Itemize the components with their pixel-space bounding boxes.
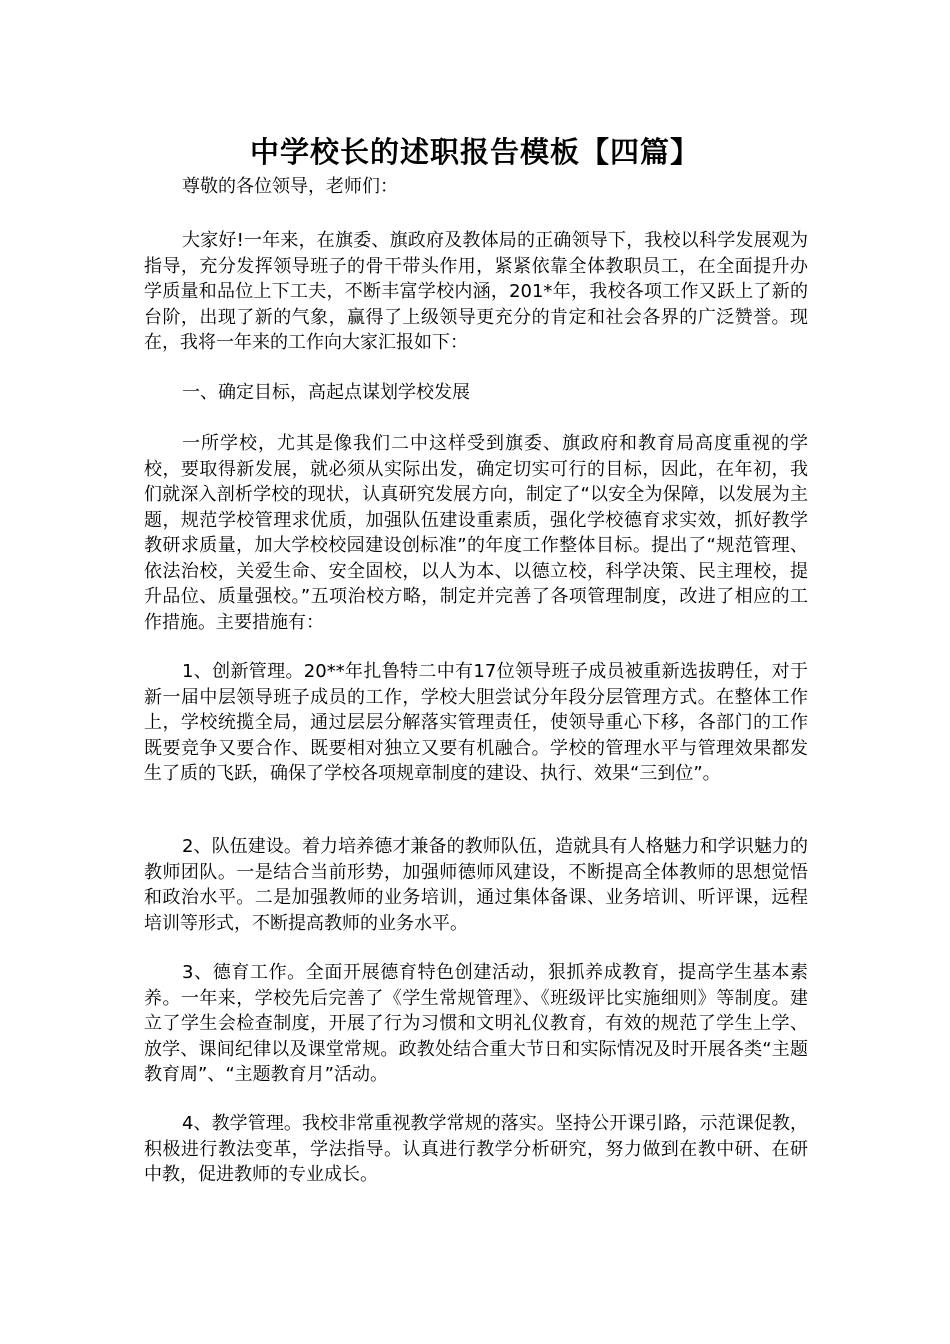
paragraph-goals: 一所学校，尤其是像我们二中这样受到旗委、旗政府和教育局高度重视的学校，要取得新发展，就必须从实际出发，确定切实可行的目标，因此，在年初，我们就深入剖析学校的现状，认真研究发展方向，制定了“以安全为保障，以发展为主题，规范学校管理求优质，加强队伍建设重素质，强化学校德育求实效，抓好教学教研求质量，加大学校校园建设创标准”的年度工作整体目标。提出了“规范管理、依法治校，关爱生命、安全固校，以人为本、以德立校，科学决策、民主理校，提升品位、质量强校。”五项治校方略，制定并完善了各项管理制度，改进了相应的工作措施。主要措施有： (144, 433, 808, 633)
document-title: 中学校长的述职报告模板【四篇】 (249, 135, 700, 169)
paragraph-team-building: 2、队伍建设。着力培养德才兼备的教师队伍，造就具有人格魅力和学识魅力的教师团队。一是结合当前形势，加强师德师风建设，不断提高全体教师的思想觉悟和政治水平。二是加强教师的业务培训，通过集体备课、业务培训、听评课，远程培训等形式，不断提高教师的业务水平。 (144, 836, 808, 934)
paragraph-moral-education: 3、德育工作。全面开展德育特色创建活动，狠抓养成教育，提高学生基本素养。一年来，学校先后完善了《学生常规管理》、《班级评比实施细则》等制度。建立了学生会检查制度，开展了行为习惯和文明礼仪教育，有效的规范了学生上学、放学、课间纪律以及课堂常规。政教处结合重大节日和实际情况及时开展各类“主题教育周”、“主题教育月”活动。 (144, 962, 808, 1085)
paragraph-management: 1、创新管理。20**年扎鲁特二中有17位领导班子成员被重新选拔聘任，对于新一届中层领导班子成员的工作，学校大胆尝试分年段分层管理方式。在整体工作上，学校统揽全局，通过层层分解落实管理责任，使领导重心下移，各部门的工作既要竞争又要合作、既要相对独立又要有机融合。学校的管理水平与管理效果都发生了质的飞跃，确保了学校各项规章制度的建设、执行、效果“三到位”。 (144, 661, 808, 784)
paragraph-teaching-management: 4、教学管理。我校非常重视教学常规的落实。坚持公开课引路，示范课促教，积极进行教法变革，学法指导。认真进行教学分析研究，努力做到在教中研、在研中教，促进教师的专业成长。 (144, 1113, 808, 1185)
paragraph-introduction: 大家好!一年来，在旗委、旗政府及教体局的正确领导下，我校以科学发展观为指导，充分发挥领导班子的骨干带头作用，紧紧依靠全体教职员工，在全面提升办学质量和品位上下工夫，不断丰富学校内涵，201*年，我校各项工作又跃上了新的台阶，出现了新的气象，赢得了上级领导更充分的肯定和社会各界的广泛赞誉。现在，我将一年来的工作向大家汇报如下： (144, 230, 808, 353)
salutation: 尊敬的各位领导，老师们： (182, 176, 398, 197)
section-heading-goals: 一、确定目标，高起点谋划学校发展 (182, 382, 470, 403)
